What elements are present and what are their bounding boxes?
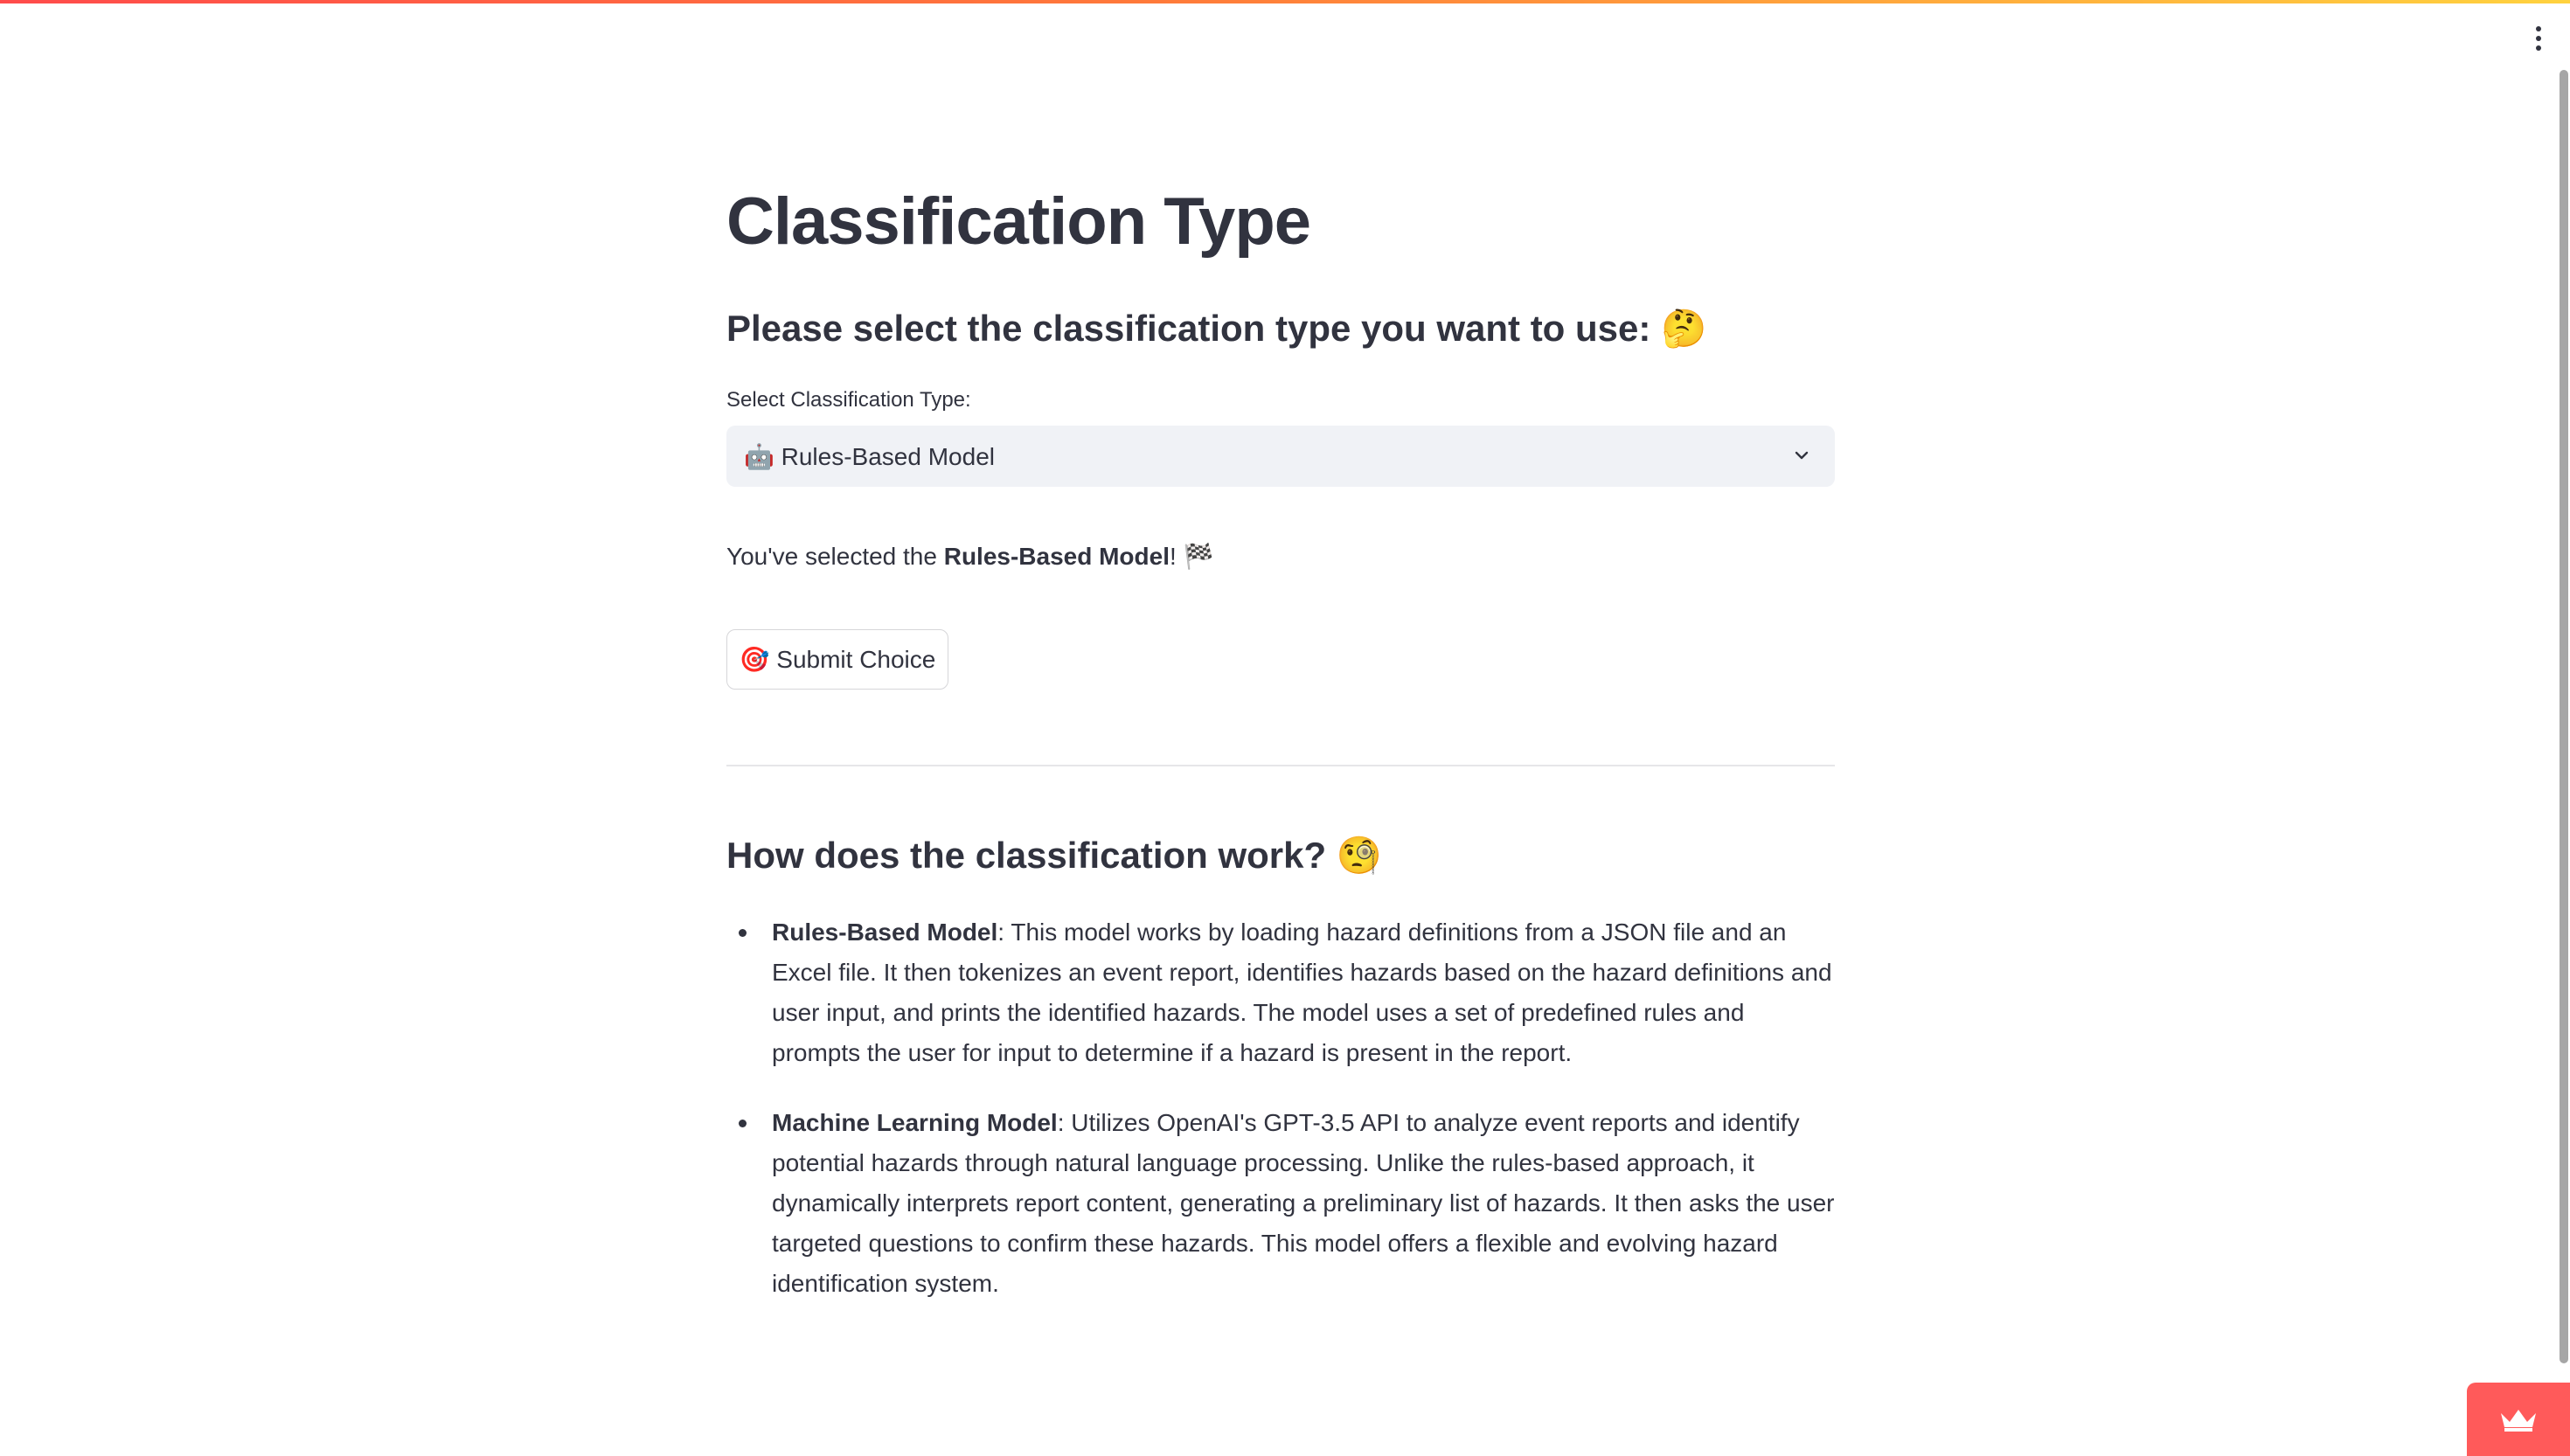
list-item [772, 912, 1835, 1073]
page-title: Classification Type [726, 184, 1311, 259]
selection-suffix: ! 🏁 [1170, 543, 1214, 570]
page-subtitle: Please select the classification type you want to use: 🤔 [726, 308, 1707, 349]
list-item [772, 1103, 1835, 1304]
vertical-ellipsis-icon [2536, 26, 2541, 31]
model-description: : Utilizes OpenAI's GPT-3.5 API to analyze event reports and identify potential hazards through natural language processing. Unlike the rules-based approach, it dynamically interprets report content, generating a preliminary list of hazards. It then asks the user targeted questions to confirm these hazards. This model offers a flexible and evolving hazard identification system. [772, 1109, 1835, 1297]
select-label: Select Classification Type: [726, 388, 971, 412]
crown-icon [2498, 1406, 2539, 1432]
submit-choice-button[interactable]: 🎯 Submit Choice [726, 629, 948, 690]
hosted-badge-button[interactable] [2467, 1383, 2570, 1456]
classification-type-select[interactable] [726, 426, 1835, 487]
how-heading: How does the classification work? 🧐 [726, 835, 1383, 876]
selected-model-name: Rules-Based Model [943, 543, 1170, 570]
divider [726, 765, 1835, 766]
explanation-list [772, 912, 1835, 1334]
model-description: : This model works by loading hazard definitions from a JSON file and an Excel file. It then tokenizes an event report, identifies hazards based on the hazard definitions and user input, and prints the identified hazards. The model uses a set of predefined rules and prompts the user for input to determine if a hazard is present in the report. [772, 919, 1832, 1066]
top-decoration-bar [0, 0, 2570, 3]
chevron-down-icon [1795, 448, 1809, 462]
model-name: Machine Learning Model [772, 1109, 1058, 1136]
scrollbar[interactable] [2560, 70, 2568, 1363]
main-menu-button[interactable] [2523, 21, 2554, 56]
model-name: Rules-Based Model [772, 919, 998, 946]
selection-prefix: You've selected the [726, 543, 944, 570]
selection-message [726, 542, 1213, 571]
select-value: 🤖 Rules-Based Model [744, 442, 995, 470]
